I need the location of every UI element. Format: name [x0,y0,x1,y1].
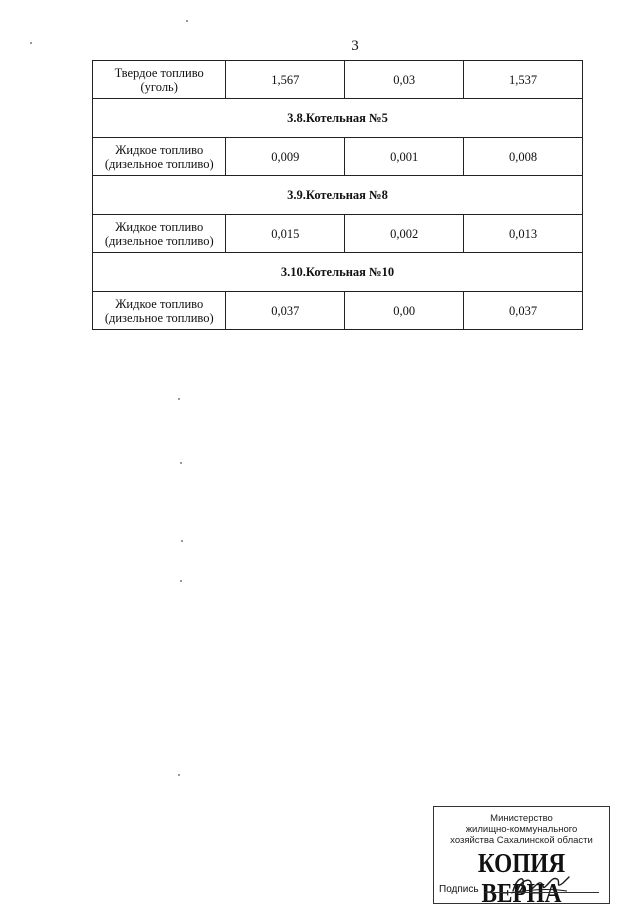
value-cell: 0,037 [464,292,583,330]
value-cell: 0,008 [464,138,583,176]
fuel-table [92,60,583,330]
section-title: 3.9.Котельная №8 [93,176,583,215]
fuel-name-cell: Жидкое топливо (дизельное топливо) [93,215,226,253]
value-cell: 0,001 [345,138,464,176]
value-cell: 0,009 [226,138,345,176]
scan-speck [180,580,182,582]
scan-speck [186,20,188,22]
scan-speck [181,540,183,542]
signature-row [437,875,605,899]
page-number: 3 [351,38,359,54]
stamp-org-line: Министерство [490,813,553,824]
section-title: 3.8.Котельная №5 [93,99,583,138]
copy-certification-stamp [433,806,610,908]
table-row [93,61,583,99]
table-row [93,215,583,253]
fuel-name-cell: Твердое топливо (уголь) [93,61,226,99]
table-row [93,292,583,330]
fuel-name-cell: Жидкое топливо (дизельное топливо) [93,138,226,176]
scan-speck [178,398,180,400]
stamp-title: КОПИЯ ВЕРНА [477,848,566,908]
value-cell: 0,015 [226,215,345,253]
signature-label: Подпись [439,884,479,895]
value-cell: 1,567 [226,61,345,99]
handwritten-signature [507,871,571,899]
stamp-org-line: хозяйства Сахалинской области [450,835,593,846]
value-cell: 0,002 [345,215,464,253]
value-cell: 0,00 [345,292,464,330]
stamp-org-line: жилищно-коммунального [465,824,578,835]
section-header-row [93,99,583,138]
value-cell: 0,037 [226,292,345,330]
value-cell: 0,013 [464,215,583,253]
scan-speck [30,42,32,44]
scan-speck [178,774,180,776]
fuel-name-cell: Жидкое топливо (дизельное топливо) [93,292,226,330]
section-header-row [93,176,583,215]
section-header-row [93,253,583,292]
section-title: 3.10.Котельная №10 [93,253,583,292]
table-row [93,138,583,176]
scan-speck [180,462,182,464]
value-cell: 1,537 [464,61,583,99]
value-cell: 0,03 [345,61,464,99]
